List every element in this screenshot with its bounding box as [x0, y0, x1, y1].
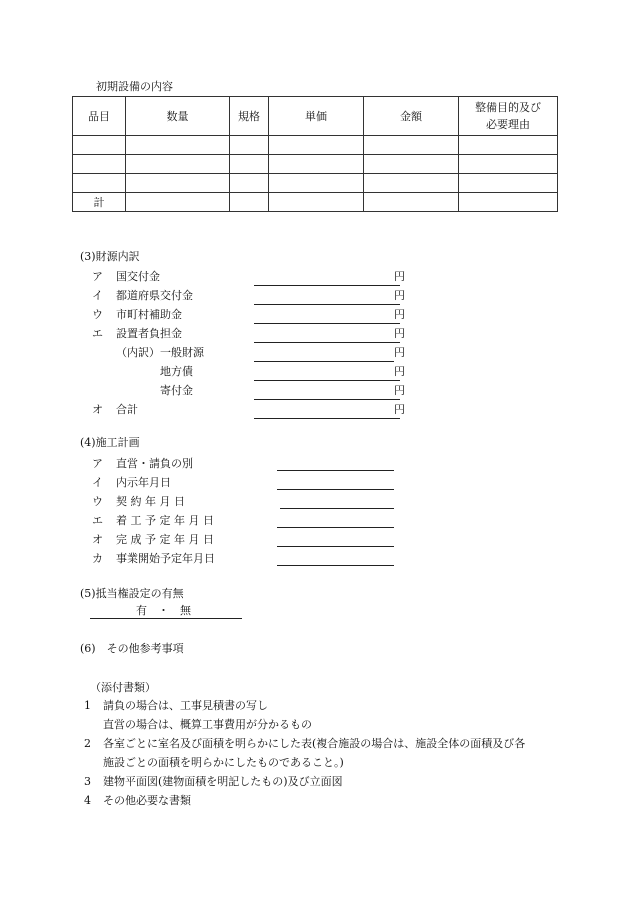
funding-line-municipal — [254, 322, 400, 324]
construction-line-operation-date — [277, 564, 394, 566]
funding-mark-o: オ — [92, 403, 103, 416]
attachment-1-line-2: 直営の場合は、概算工事費用が分かるもの — [103, 718, 312, 731]
funding-label-total: 合計 — [116, 403, 138, 416]
table-cell — [269, 136, 364, 155]
table-cell — [364, 155, 459, 174]
funding-line-general — [254, 360, 394, 362]
funding-breakdown-mark: （内訳） — [116, 346, 160, 359]
construction-line-contract-date — [280, 507, 394, 509]
attachment-num-1: 1 — [84, 699, 91, 712]
yen-label: 円 — [394, 289, 405, 302]
header-purpose-line2: 必要理由 — [486, 118, 530, 131]
funding-line-bond — [254, 379, 400, 381]
table-row — [73, 155, 558, 174]
table-cell — [73, 136, 126, 155]
table-cell — [230, 174, 269, 193]
table-cell — [459, 174, 558, 193]
table-row — [73, 174, 558, 193]
construction-line-completion-date — [277, 545, 394, 547]
yen-label: 円 — [394, 327, 405, 340]
attachment-1-line-1: 請負の場合は、工事見積書の写し — [103, 699, 268, 712]
table-cell — [230, 193, 269, 212]
table-cell — [269, 155, 364, 174]
table-cell — [364, 193, 459, 212]
table-cell — [230, 155, 269, 174]
construction-line-start-date — [277, 526, 394, 528]
header-purpose-line1: 整備目的及び — [475, 101, 541, 114]
table-row — [73, 136, 558, 155]
table-cell — [73, 155, 126, 174]
funding-label-municipal: 市町村補助金 — [116, 308, 182, 321]
funding-mark-a: ア — [92, 270, 103, 283]
yen-label: 円 — [394, 403, 405, 416]
funding-line-founder — [254, 341, 400, 343]
mortgage-line — [90, 617, 242, 619]
table-cell — [459, 136, 558, 155]
yen-label: 円 — [394, 270, 405, 283]
construction-mark-ka: カ — [92, 552, 103, 565]
funding-line-national — [254, 284, 400, 286]
attachment-num-4: 4 — [84, 794, 91, 807]
funding-line-total — [254, 417, 400, 419]
funding-label-donation: 寄付金 — [160, 384, 193, 397]
table-total-row — [73, 193, 558, 212]
funding-mark-u: ウ — [92, 308, 103, 321]
header-amount: 金額 — [364, 97, 459, 136]
table-cell — [459, 155, 558, 174]
header-unit-price: 単価 — [269, 97, 364, 136]
table-cell — [364, 174, 459, 193]
header-spec: 規格 — [230, 97, 269, 136]
table-cell — [364, 136, 459, 155]
attachment-num-2: 2 — [84, 737, 91, 750]
total-label: 計 — [73, 193, 126, 212]
construction-label-contract-date: 契 約 年 月 日 — [116, 495, 185, 508]
construction-label-completion-date: 完 成 予 定 年 月 日 — [116, 533, 214, 546]
construction-heading: (4)施工計画 — [80, 436, 140, 449]
attachment-2-line-2: 施設ごとの面積を明らかにしたものであること。) — [103, 756, 344, 769]
construction-mark-e: エ — [92, 514, 103, 527]
equipment-table — [72, 96, 558, 212]
table-cell — [126, 136, 230, 155]
yen-label: 円 — [394, 308, 405, 321]
funding-label-general: 一般財源 — [160, 346, 204, 359]
header-item: 品目 — [73, 97, 126, 136]
header-purpose — [459, 97, 558, 136]
yen-label: 円 — [394, 346, 405, 359]
mortgage-choice: 有 ・ 無 — [136, 604, 191, 617]
construction-mark-u: ウ — [92, 495, 103, 508]
funding-line-donation — [254, 398, 400, 400]
funding-heading: (3)財源内訳 — [80, 250, 140, 263]
yen-label: 円 — [394, 365, 405, 378]
header-quantity: 数量 — [126, 97, 230, 136]
attachment-2-line-1: 各室ごとに室名及び面積を明らかにした表(複合施設の場合は、施設全体の面積及び各 — [103, 737, 526, 750]
table-header-row — [73, 97, 558, 136]
funding-mark-e: エ — [92, 327, 103, 340]
table-cell — [73, 174, 126, 193]
funding-mark-i: イ — [92, 289, 103, 302]
construction-mark-o: オ — [92, 533, 103, 546]
yen-label: 円 — [394, 384, 405, 397]
table-cell — [459, 193, 558, 212]
table-cell — [126, 155, 230, 174]
construction-line-notice-date — [277, 488, 394, 490]
equipment-caption: 初期設備の内容 — [96, 80, 173, 93]
construction-mark-i: イ — [92, 476, 103, 489]
other-heading: (6) その他参考事項 — [80, 642, 184, 655]
construction-label-notice-date: 内示年月日 — [116, 476, 171, 489]
construction-line-method — [277, 469, 394, 471]
table-cell — [126, 174, 230, 193]
attachments-heading: （添付書類） — [90, 681, 156, 694]
attachment-num-3: 3 — [84, 775, 91, 788]
funding-label-prefecture: 都道府県交付金 — [116, 289, 193, 302]
table-cell — [230, 136, 269, 155]
funding-line-prefecture — [254, 303, 400, 305]
funding-label-founder: 設置者負担金 — [116, 327, 182, 340]
funding-label-national: 国交付金 — [116, 270, 160, 283]
construction-label-start-date: 着 工 予 定 年 月 日 — [116, 514, 214, 527]
mortgage-heading: (5)抵当権設定の有無 — [80, 587, 184, 600]
table-cell — [269, 174, 364, 193]
table-cell — [269, 193, 364, 212]
table-cell — [126, 193, 230, 212]
construction-mark-a: ア — [92, 457, 103, 470]
funding-label-bond: 地方債 — [160, 365, 193, 378]
construction-label-operation-date: 事業開始予定年月日 — [116, 552, 215, 565]
attachment-4-line-1: その他必要な書類 — [103, 794, 191, 807]
construction-label-method: 直営・請負の別 — [116, 457, 193, 470]
attachment-3-line-1: 建物平面図(建物面積を明記したもの)及び立面図 — [103, 775, 343, 788]
